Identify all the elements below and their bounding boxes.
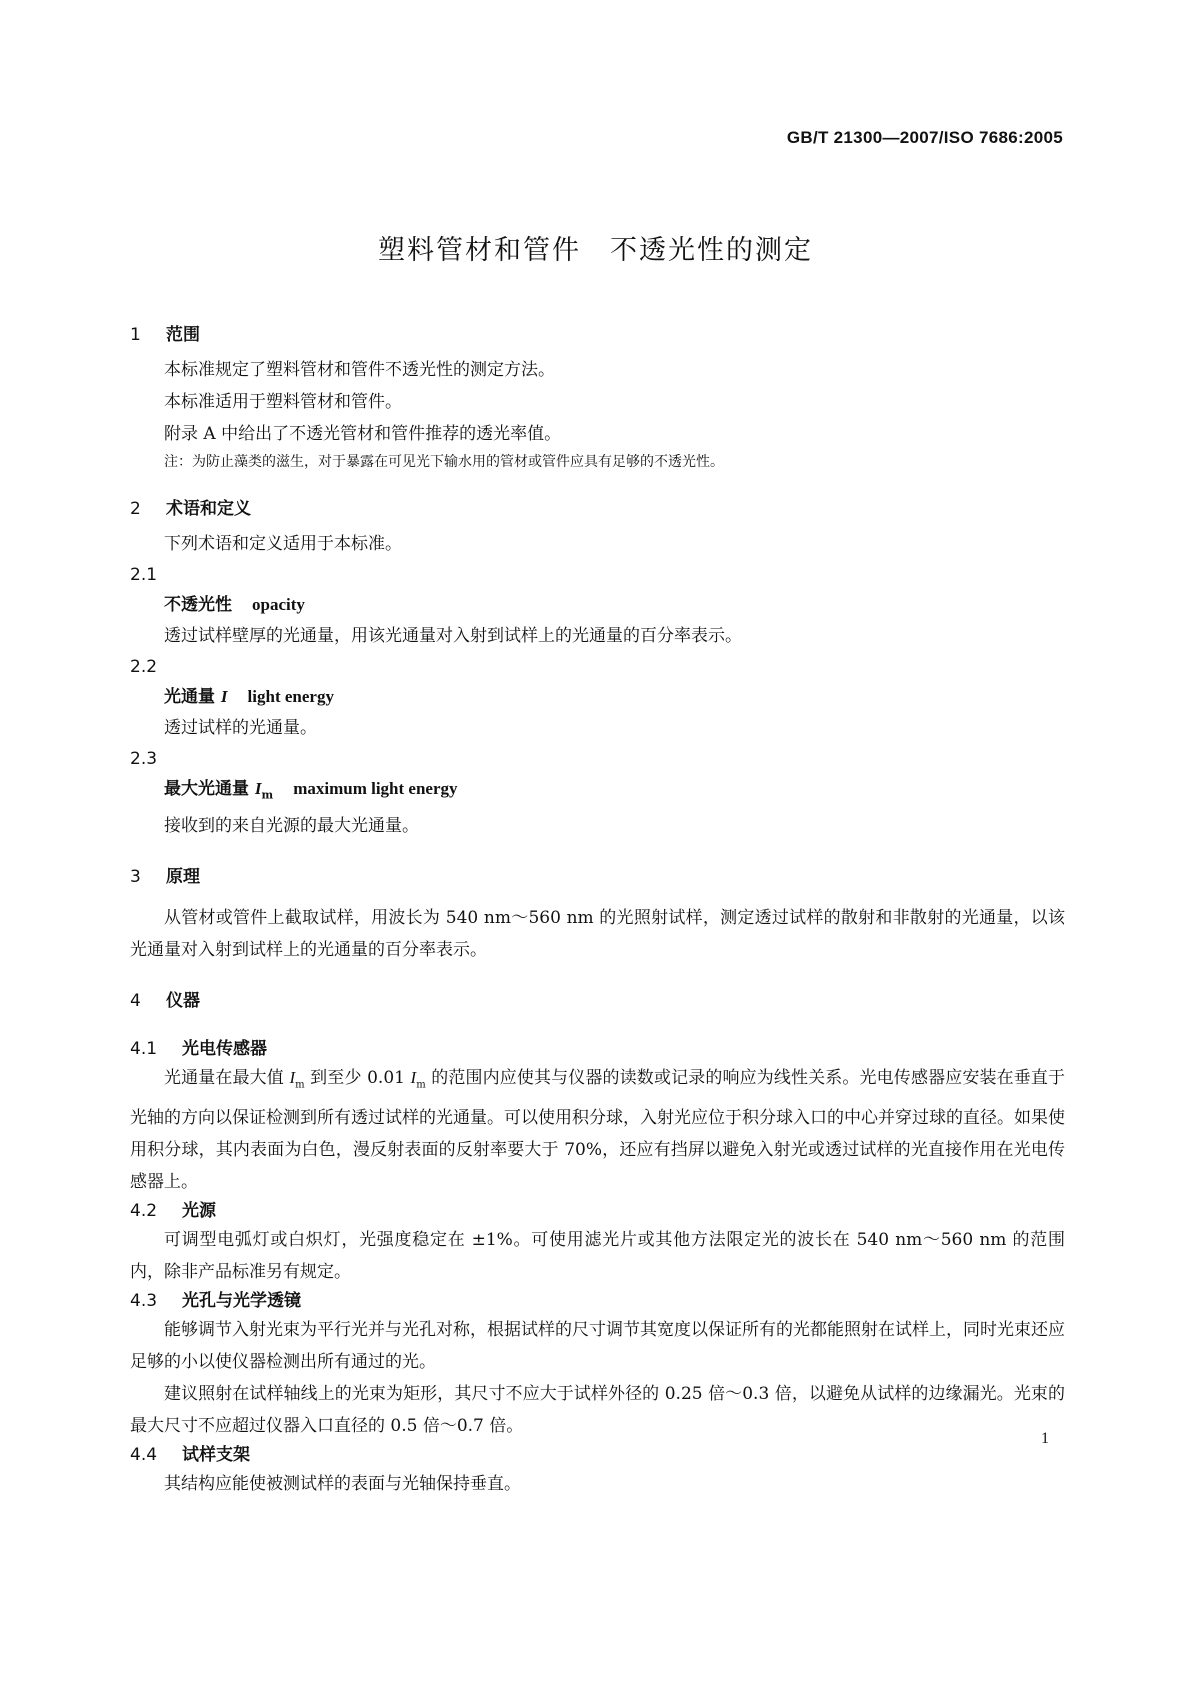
- section-number: 1: [130, 325, 141, 345]
- section-title: 仪器: [166, 991, 200, 1012]
- subsection-number: 4.2: [130, 1200, 158, 1221]
- term-heading: [130, 590, 1065, 620]
- term-number: 2.1: [130, 565, 158, 585]
- standard-number: GB/T 21300—2007/ISO 7686:2005: [786, 128, 1063, 147]
- subsection-heading-4-3: [130, 1288, 1065, 1314]
- subsection-number: 4.4: [130, 1444, 158, 1465]
- section-title: 术语和定义: [166, 499, 251, 519]
- document-body: [130, 322, 1065, 1500]
- section-number: 4: [130, 991, 141, 1012]
- term-heading: [130, 682, 1065, 712]
- paragraph: 下列术语和定义适用于本标准。: [164, 534, 402, 554]
- section-title: 范围: [166, 325, 200, 345]
- term-symbol: I: [254, 779, 262, 798]
- subsection-title: 光电传感器: [182, 1039, 267, 1060]
- term-definition: 接收到的来自光源的最大光通量。: [164, 816, 419, 837]
- term-heading: [130, 774, 1065, 810]
- section-number: 3: [130, 867, 141, 888]
- subsection-heading-4-2: [130, 1198, 1065, 1224]
- paragraph: 其结构应能使被测试样的表面与光轴保持垂直。: [164, 1473, 521, 1494]
- document-title: 塑料管材和管件 不透光性的测定: [378, 235, 813, 266]
- section-number: 2: [130, 499, 141, 519]
- subsection-title: 光孔与光学透镜: [182, 1290, 301, 1311]
- term-definition: 透过试样的光通量。: [164, 718, 317, 738]
- term-english: opacity: [252, 595, 305, 614]
- section-heading-1: [130, 322, 1065, 348]
- page-number: 1: [1041, 1430, 1049, 1447]
- term-symbol-subscript: m: [261, 788, 274, 802]
- subsection-title: 光源: [182, 1200, 216, 1221]
- paragraph: 能够调节入射光束为平行光并与光孔对称，根据试样的尺寸调节其宽度以保证所有的光都能照射在试样上，同时光束还应足够的小以使仪器检测出所有通过的光。: [130, 1319, 1065, 1372]
- term-definition: 透过试样壁厚的光通量，用该光通量对入射到试样上的光通量的百分率表示。: [164, 626, 742, 646]
- subsection-title: 试样支架: [182, 1444, 250, 1465]
- paragraph: 从管材或管件上截取试样，用波长为 540 nm～560 nm 的光照射试样，测定透过试样的散射和非散射的光通量，以该光通量对入射到试样上的光通量的百分率表示。: [130, 908, 1065, 961]
- subsection-heading-4-1: [130, 1036, 1065, 1062]
- paragraph: 本标准适用于塑料管材和管件。: [164, 392, 402, 412]
- paragraph: 光通量在最大值 $I_m$ 到至少 0.01 $I_m$ 的范围内应使其与仪器的读数或记录的响应为线性关系。光电传感器应安装在垂直于光轴的方向以保证检测到所有透过试样的光通量。可以使用积分球，入射光应位于积分球入口的中心并穿过球的直径。如果使用积分球，其内表面为白色，漫反射表面的反射率要大于 70%，还应有挡屏以避免入射光或透过试样的光直接作用在光电传感器上。: [130, 1068, 1066, 1192]
- term-chinese: 不透光性: [164, 595, 232, 615]
- term-chinese: 光通量: [164, 687, 215, 707]
- term-english: light energy: [247, 687, 334, 706]
- paragraph: 本标准规定了塑料管材和管件不透光性的测定方法。: [164, 360, 555, 380]
- term-number: 2.2: [130, 657, 158, 677]
- term-symbol: I: [220, 687, 228, 706]
- term-number: 2.3: [130, 749, 158, 769]
- subsection-number: 4.1: [130, 1039, 158, 1060]
- section-title: 原理: [166, 867, 200, 888]
- note: 注：为防止藻类的滋生，对于暴露在可见光下输水用的管材或管件应具有足够的不透光性。: [164, 454, 724, 470]
- term-english: maximum light energy: [293, 779, 458, 798]
- term-chinese: 最大光通量: [164, 779, 249, 799]
- subsection-heading-4-4: [130, 1442, 1065, 1468]
- subsection-number: 4.3: [130, 1290, 158, 1311]
- paragraph: 可调型电弧灯或白炽灯，光强度稳定在 ±1%。可使用滤光片或其他方法限定光的波长在 540 nm～560 nm 的范围内，除非产品标准另有规定。: [130, 1229, 1065, 1282]
- section-heading-3: [130, 864, 1065, 890]
- section-heading-2: [130, 496, 1065, 522]
- paragraph: 建议照射在试样轴线上的光束为矩形，其尺寸不应大于试样外径的 0.25 倍～0.3 倍，以避免从试样的边缘漏光。光束的最大尺寸不应超过仪器入口直径的 0.5 倍～0.7 倍。: [130, 1383, 1065, 1436]
- paragraph: 附录 A 中给出了不透光管材和管件推荐的透光率值。: [164, 424, 562, 444]
- section-heading-4: [130, 988, 1065, 1014]
